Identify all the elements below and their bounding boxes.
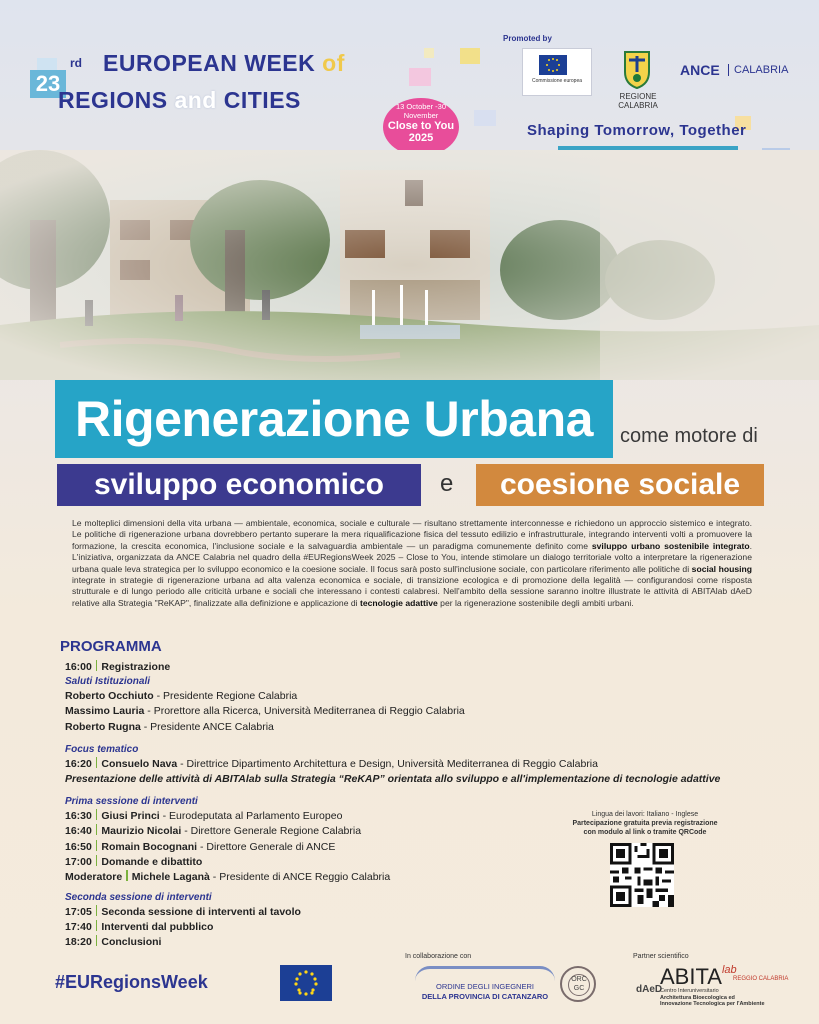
description-paragraph: Le molteplici dimensioni della vita urbana — ambientale, economica, sociale e culturale — risultano strettamente interconnesse e richiedono un approccio sistemico e integrato. Le politiche di rigenerazione urbana dovrebbero pertanto superare la mera riqualificazione fisica del tessuto edilizio e infrastrutturale, integrando interventi volti a promuovere la formazione, la crescita economica, l'inclusione sociale e la salvaguardia ambientale — un paradigma comunemente definito come sviluppo urbano sostenibile integrato. L'iniziativa, organizzata da ANCE Calabria nel quadro della #EURegionsWeek 2025 – Close to You, intende stimolare un dialogo territoriale volto a interpretare la rigenerazione urbana quale leva strategica per lo sviluppo economico e la coesione sociale. Il focus sarà posto sull'inclusione sociale, con particolare riferimento alle politiche di social housing integrate in strategie di rigenerazione urbana ad alta valenza economica e sociale, di transizione ecologica e di promozione della legalità — configurandosi come risposta strutturale e di lungo periodo alle criticità urbane e sociali che interessano i contesti calabresi. Nell'ambito della sessione saranno inoltre illustrate le attività di ABITAlab dAeD relative alla Strategia "ReKAP", finalizzate alla definizione e applicazione di tecnologie adattive per la rigenerazione sostenibile degli ambiti urbani. (72, 518, 753, 608)
collaboration-label: In collaborazione con (405, 953, 472, 960)
eu-flag-icon (280, 965, 332, 1001)
partner-label: Partner scientifico (633, 953, 689, 960)
programma-list (65, 660, 765, 951)
main-title-tail: come motore di (620, 425, 758, 447)
event-title-line1: EUROPEAN WEEK of (103, 50, 345, 76)
event-title-line2: REGIONS and CITIES (58, 87, 301, 113)
deco-square (424, 48, 434, 58)
subtitle-social: coesione sociale (476, 464, 764, 506)
abita-logo: $ABITA^{lab}$ (660, 964, 737, 989)
program-item: Roberto Rugna - Presidente ANCE Calabria (65, 720, 274, 733)
subtitle-conjunction: e (440, 470, 454, 497)
eu-flag-icon (539, 55, 567, 75)
ordine-ingegneri-logo: ORDINE DEGLI INGEGNERI DELLA PROVINCIA DI CATANZARO (415, 966, 555, 1006)
program-item: 16:30 Giusi Princi - Eurodeputata al Parlamento Europeo (65, 810, 343, 823)
program-item: 16:40 Maurizio Nicolai - Direttore Generale Regione Calabria (65, 825, 362, 838)
program-item: Roberto Occhiuto - Presidente Regione Calabria (65, 690, 298, 703)
section-heading: Saluti Istituzionali (65, 676, 151, 688)
program-item: Massimo Lauria - Prorettore alla Ricerca, Università Mediterranea di Reggio Calabria (65, 705, 465, 718)
program-item: Moderatore Michele Laganà - Presidente di ANCE Reggio Calabria (65, 870, 391, 883)
program-item: 17:00 Domande e dibattito (65, 855, 203, 868)
registration-qr-code-icon[interactable] (610, 843, 674, 907)
program-item: 17:40 Interventi dal pubblico (65, 921, 214, 934)
program-item: 16:20 Consuelo Nava - Direttrice Dipartimento Architettura e Design, Università Mediterranea di Reggio Calabria (65, 757, 598, 770)
regione-calabria-label: REGIONE CALABRIA (618, 92, 658, 110)
ance-calabria-label: CALABRIA (728, 64, 788, 76)
deco-square (37, 58, 57, 70)
deco-square (474, 110, 496, 126)
date-bubble: 13 October -30 November Close to You 2025 (383, 98, 459, 156)
section-heading: Focus tematico (65, 743, 139, 755)
program-item: 16:00 Registrazione (65, 661, 171, 673)
deco-square (409, 68, 431, 86)
section-heading: Seconda sessione di interventi (65, 892, 212, 904)
deco-square (460, 48, 480, 64)
abita-daed-label: dAeD (636, 984, 663, 995)
edition-number: 23 (30, 70, 66, 98)
tagline: Shaping Tomorrow, Together (527, 122, 747, 139)
ance-logo: ANCE (680, 62, 720, 78)
program-item: 17:05 Seconda sessione di interventi al tavolo (65, 906, 301, 919)
abita-reggio-label: REGGIO CALABRIA (733, 976, 789, 982)
section-heading: Prima sessione di interventi (65, 796, 198, 808)
orgc-seal-icon: ORC GC (560, 966, 596, 1002)
eu-commission-logo: Commissione europea (522, 48, 592, 96)
program-item: 16:50 Romain Bocognani - Direttore Generale di ANCE (65, 840, 336, 853)
programma-title: PROGRAMMA (60, 638, 162, 655)
hashtag: #EURegionsWeek (55, 972, 208, 992)
regione-calabria-crest-icon (617, 48, 657, 90)
program-item: Presentazione delle attività di ABITAlab sulla Strategia “ReKAP” orientata allo sviluppo e all'implementazione di tecnologie adattive (65, 772, 721, 785)
main-title: Rigenerazione Urbana (55, 380, 613, 458)
subtitle-economic: sviluppo economico (57, 464, 421, 506)
program-item: 18:20 Conclusioni (65, 936, 162, 949)
registration-info: Lingua dei lavori: Italiano - Inglese Partecipazione gratuita previa registrazione con modulo al link o tramite QRCode (572, 811, 718, 836)
abita-subtitle: Centro Interuniversitario Architettura Bioecologica ed Innovazione Tecnologica per l'Ambiente (660, 988, 765, 1007)
urban-regeneration-illustration (0, 150, 819, 380)
promoted-by-label: Promoted by (503, 34, 552, 43)
edition-suffix: rd (70, 56, 82, 70)
